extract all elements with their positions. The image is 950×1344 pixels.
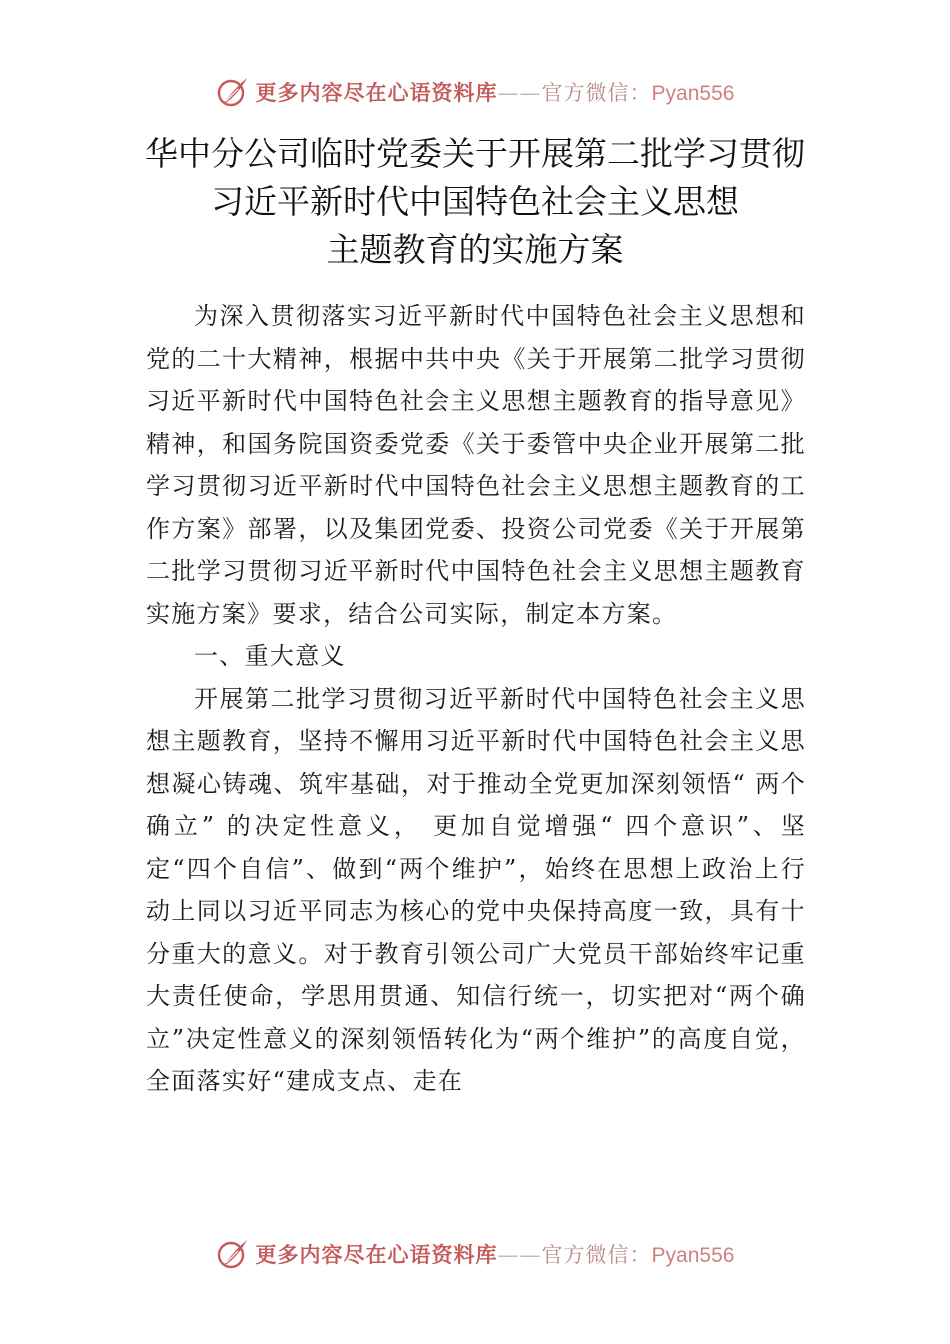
quill-logo-icon: [216, 75, 250, 109]
document-body: [146, 295, 806, 1103]
watermark-separator: ——: [497, 1243, 542, 1267]
title-line: 习近平新时代中国特色社会主义思想: [211, 182, 739, 221]
watermark-header: [0, 70, 950, 114]
document-title: [0, 130, 950, 274]
paragraph-significance: 开展第二批学习贯彻习近平新时代中国特色社会主义思想主题教育，坚持不懈用习近平新时代中国特色社会主义思想凝心铸魂、筑牢基础，对于推动全党更加深刻领悟“ 两个确立” 的决定性意义， 更加自觉增强“ 四个意识”、坚定“四个自信”、做到“两个维护”，始终在思想上政治上行动上同以习近平同志为核心的党中央保持高度一致，具有十分重大的意义。对于教育引领公司广大党员干部始终牢记重大责任使命，学思用贯通、知信行统一，切实把对“两个确立”决定性意义的深刻领悟转化为“两个维护”的高度自觉，全面落实好“建成支点、走在: [146, 684, 806, 1095]
title-line: 主题教育的实施方案: [326, 230, 624, 269]
watermark-brand: 更多内容尽在心语资料库: [255, 81, 498, 105]
watermark-wechat-id: Pyan556: [651, 1244, 735, 1267]
section-heading: 一、重大意义: [194, 642, 346, 670]
title-line: 华中分公司临时党委关于开展第二批学习贯彻: [145, 134, 805, 173]
watermark-brand: 更多内容尽在心语资料库: [255, 1243, 498, 1267]
watermark-wechat-label: 官方微信：: [541, 1243, 652, 1267]
quill-logo-icon: [216, 1237, 250, 1271]
paragraph-intro: 为深入贯彻落实习近平新时代中国特色社会主义思想和党的二十大精神，根据中共中央《关于开展第二批学习贯彻习近平新时代中国特色社会主义思想主题教育的指导意见》精神，和国务院国资委党委《关于委管中央企业开展第二批学习贯彻习近平新时代中国特色社会主义思想主题教育的工作方案》部署，以及集团党委、投资公司党委《关于开展第二批学习贯彻习近平新时代中国特色社会主义思想主题教育实施方案》要求，结合公司实际，制定本方案。: [146, 302, 806, 628]
watermark-wechat-id: Pyan556: [651, 82, 735, 105]
watermark-separator: ——: [497, 81, 542, 105]
watermark-wechat-label: 官方微信：: [541, 81, 652, 105]
watermark-text: [256, 77, 735, 107]
watermark-text: [256, 1239, 735, 1269]
watermark-footer: [0, 1232, 950, 1276]
